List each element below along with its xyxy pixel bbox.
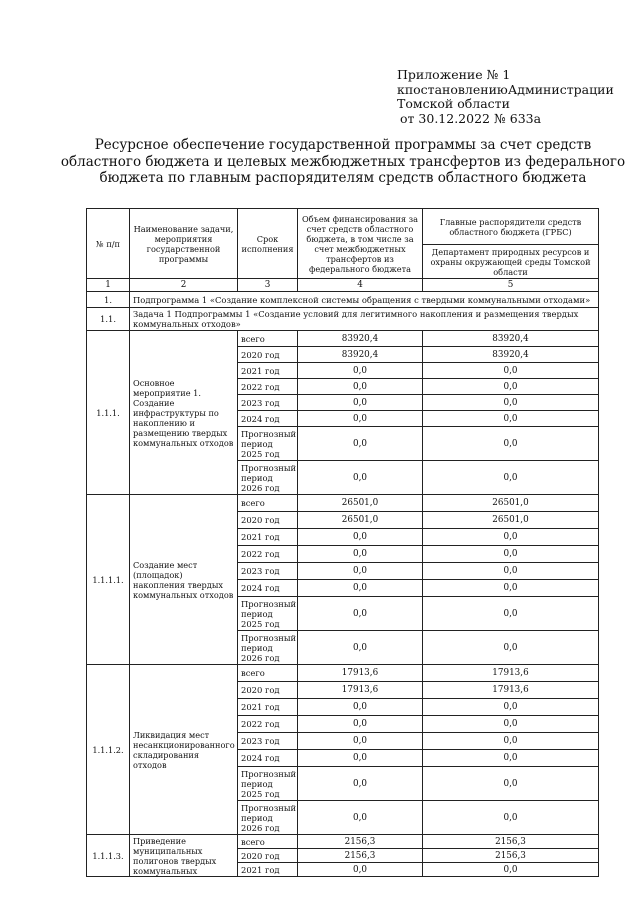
volume-cell: 0,0 xyxy=(298,379,423,395)
dept-cell: 0,0 xyxy=(423,363,599,379)
section-1-num: 1. xyxy=(87,292,130,308)
header-index-5: 5 xyxy=(423,279,599,292)
volume-cell: 0,0 xyxy=(298,529,423,546)
term-cell: Прогнозный период 2025 год xyxy=(238,427,298,461)
volume-cell: 0,0 xyxy=(298,427,423,461)
volume-cell: 0,0 xyxy=(298,631,423,665)
dept-cell: 83920,4 xyxy=(423,347,599,363)
volume-cell: 0,0 xyxy=(298,716,423,733)
term-cell: 2020 год xyxy=(238,347,298,363)
resource-table xyxy=(86,208,599,877)
volume-cell: 83920,4 xyxy=(298,347,423,363)
term-cell: 2022 год xyxy=(238,379,298,395)
header-name: Наименование задачи, мероприятия государственной программы xyxy=(130,209,238,279)
volume-cell: 0,0 xyxy=(298,363,423,379)
table-row xyxy=(87,665,599,682)
term-cell: всего xyxy=(238,331,298,347)
dept-cell: 2156,3 xyxy=(423,849,599,863)
term-cell: 2020 год xyxy=(238,849,298,863)
appendix-line-2-right: Администрации xyxy=(507,81,614,97)
dept-cell: 2156,3 xyxy=(423,835,599,849)
term-cell: 2022 год xyxy=(238,716,298,733)
header-index-3: 3 xyxy=(238,279,298,292)
group-name: Создание мест (площадок) накопления твердых коммунальных отходов xyxy=(130,495,238,665)
term-cell: 2023 год xyxy=(238,395,298,411)
dept-cell: 26501,0 xyxy=(423,512,599,529)
table-row xyxy=(87,495,599,512)
term-cell: 2023 год xyxy=(238,733,298,750)
dept-cell: 0,0 xyxy=(423,767,599,801)
volume-cell: 0,0 xyxy=(298,750,423,767)
term-cell: 2021 год xyxy=(238,863,298,877)
volume-cell: 0,0 xyxy=(298,863,423,877)
group-num: 1.1.1.2. xyxy=(87,665,130,835)
volume-cell: 0,0 xyxy=(298,597,423,631)
dept-cell: 0,0 xyxy=(423,563,599,580)
dept-cell: 0,0 xyxy=(423,631,599,665)
dept-cell: 0,0 xyxy=(423,733,599,750)
dept-cell: 0,0 xyxy=(423,546,599,563)
group-num: 1.1.1.3. xyxy=(87,835,130,877)
volume-cell: 0,0 xyxy=(298,461,423,495)
term-cell: Прогнозный период 2026 год xyxy=(238,461,298,495)
term-cell: Прогнозный период 2026 год xyxy=(238,631,298,665)
appendix-block xyxy=(397,67,614,126)
appendix-line-2-left: к xyxy=(397,81,405,97)
volume-cell: 2156,3 xyxy=(298,835,423,849)
volume-cell: 2156,3 xyxy=(298,849,423,863)
appendix-line-1: Приложение № 1 xyxy=(397,67,511,82)
group-name: Ликвидация мест несанкционированного складирования отходов xyxy=(130,665,238,835)
volume-cell: 0,0 xyxy=(298,699,423,716)
term-cell: всего xyxy=(238,665,298,682)
header-grbs: Главные распорядители средств областного бюджета (ГРБС) xyxy=(423,209,599,245)
appendix-line-3: Томской области xyxy=(397,96,510,111)
volume-cell: 0,0 xyxy=(298,563,423,580)
term-cell: 2024 год xyxy=(238,411,298,427)
term-cell: 2020 год xyxy=(238,512,298,529)
term-cell: 2021 год xyxy=(238,363,298,379)
dept-cell: 17913,6 xyxy=(423,665,599,682)
header-index-1: 1 xyxy=(87,279,130,292)
header-index-2: 2 xyxy=(130,279,238,292)
volume-cell: 26501,0 xyxy=(298,495,423,512)
header-volume: Объем финансирования за счет средств областного бюджета, в том числе за счет межбюджетных трансфертов из федерального бюджета xyxy=(298,209,423,279)
dept-cell: 17913,6 xyxy=(423,682,599,699)
header-num: № п/п xyxy=(87,209,130,279)
volume-cell: 17913,6 xyxy=(298,682,423,699)
term-cell: Прогнозный период 2025 год xyxy=(238,767,298,801)
term-cell: Прогнозный период 2026 год xyxy=(238,801,298,835)
appendix-line-2 xyxy=(397,81,614,98)
appendix-line-4: от 30.12.2022 № 633а xyxy=(400,110,542,126)
header-dept: Департамент природных ресурсов и охраны окружающей среды Томской области xyxy=(423,245,599,279)
term-cell: 2024 год xyxy=(238,580,298,597)
dept-cell: 83920,4 xyxy=(423,331,599,347)
term-cell: Прогнозный период 2025 год xyxy=(238,597,298,631)
volume-cell: 0,0 xyxy=(298,767,423,801)
document-title: Ресурсное обеспечение государственной программы за счет средств областного бюджета и целевых межбюджетных трансфертов из федерального бюджета по главным распорядителям средств областного бюджета xyxy=(60,137,626,186)
dept-cell: 0,0 xyxy=(423,461,599,495)
group-name: Основное мероприятие 1. Создание инфраструктуры по накоплению и размещению твердых коммунальных отходов xyxy=(130,331,238,495)
dept-cell: 0,0 xyxy=(423,411,599,427)
term-cell: 2023 год xyxy=(238,563,298,580)
volume-cell: 0,0 xyxy=(298,411,423,427)
dept-cell: 0,0 xyxy=(423,427,599,461)
dept-cell: 0,0 xyxy=(423,580,599,597)
section-1-1-num: 1.1. xyxy=(87,308,130,331)
term-cell: 2020 год xyxy=(238,682,298,699)
dept-cell: 0,0 xyxy=(423,750,599,767)
dept-cell: 0,0 xyxy=(423,801,599,835)
group-name: Приведение муниципальных полигонов твердых коммунальных xyxy=(130,835,238,877)
dept-cell: 0,0 xyxy=(423,395,599,411)
dept-cell: 0,0 xyxy=(423,529,599,546)
volume-cell: 83920,4 xyxy=(298,331,423,347)
term-cell: 2024 год xyxy=(238,750,298,767)
volume-cell: 17913,6 xyxy=(298,665,423,682)
dept-cell: 0,0 xyxy=(423,716,599,733)
dept-cell: 26501,0 xyxy=(423,495,599,512)
header-term: Срок исполнения xyxy=(238,209,298,279)
term-cell: 2021 год xyxy=(238,699,298,716)
dept-cell: 0,0 xyxy=(423,699,599,716)
volume-cell: 0,0 xyxy=(298,580,423,597)
table-row xyxy=(87,835,599,849)
term-cell: всего xyxy=(238,835,298,849)
dept-cell: 0,0 xyxy=(423,863,599,877)
dept-cell: 0,0 xyxy=(423,597,599,631)
group-num: 1.1.1. xyxy=(87,331,130,495)
volume-cell: 0,0 xyxy=(298,801,423,835)
term-cell: 2021 год xyxy=(238,529,298,546)
dept-cell: 0,0 xyxy=(423,379,599,395)
volume-cell: 26501,0 xyxy=(298,512,423,529)
table-row xyxy=(87,331,599,347)
volume-cell: 0,0 xyxy=(298,546,423,563)
header-index-4: 4 xyxy=(298,279,423,292)
volume-cell: 0,0 xyxy=(298,395,423,411)
group-num: 1.1.1.1. xyxy=(87,495,130,665)
term-cell: 2022 год xyxy=(238,546,298,563)
appendix-line-2-mid: постановлению xyxy=(404,81,508,97)
section-1-1-title: Задача 1 Подпрограммы 1 «Создание условий для легитимного накопления и размещения твердых коммунальных отходов» xyxy=(130,308,599,331)
term-cell: всего xyxy=(238,495,298,512)
volume-cell: 0,0 xyxy=(298,733,423,750)
section-1-title: Подпрограмма 1 «Создание комплексной системы обращения с твердыми коммунальными отходами» xyxy=(130,292,599,308)
